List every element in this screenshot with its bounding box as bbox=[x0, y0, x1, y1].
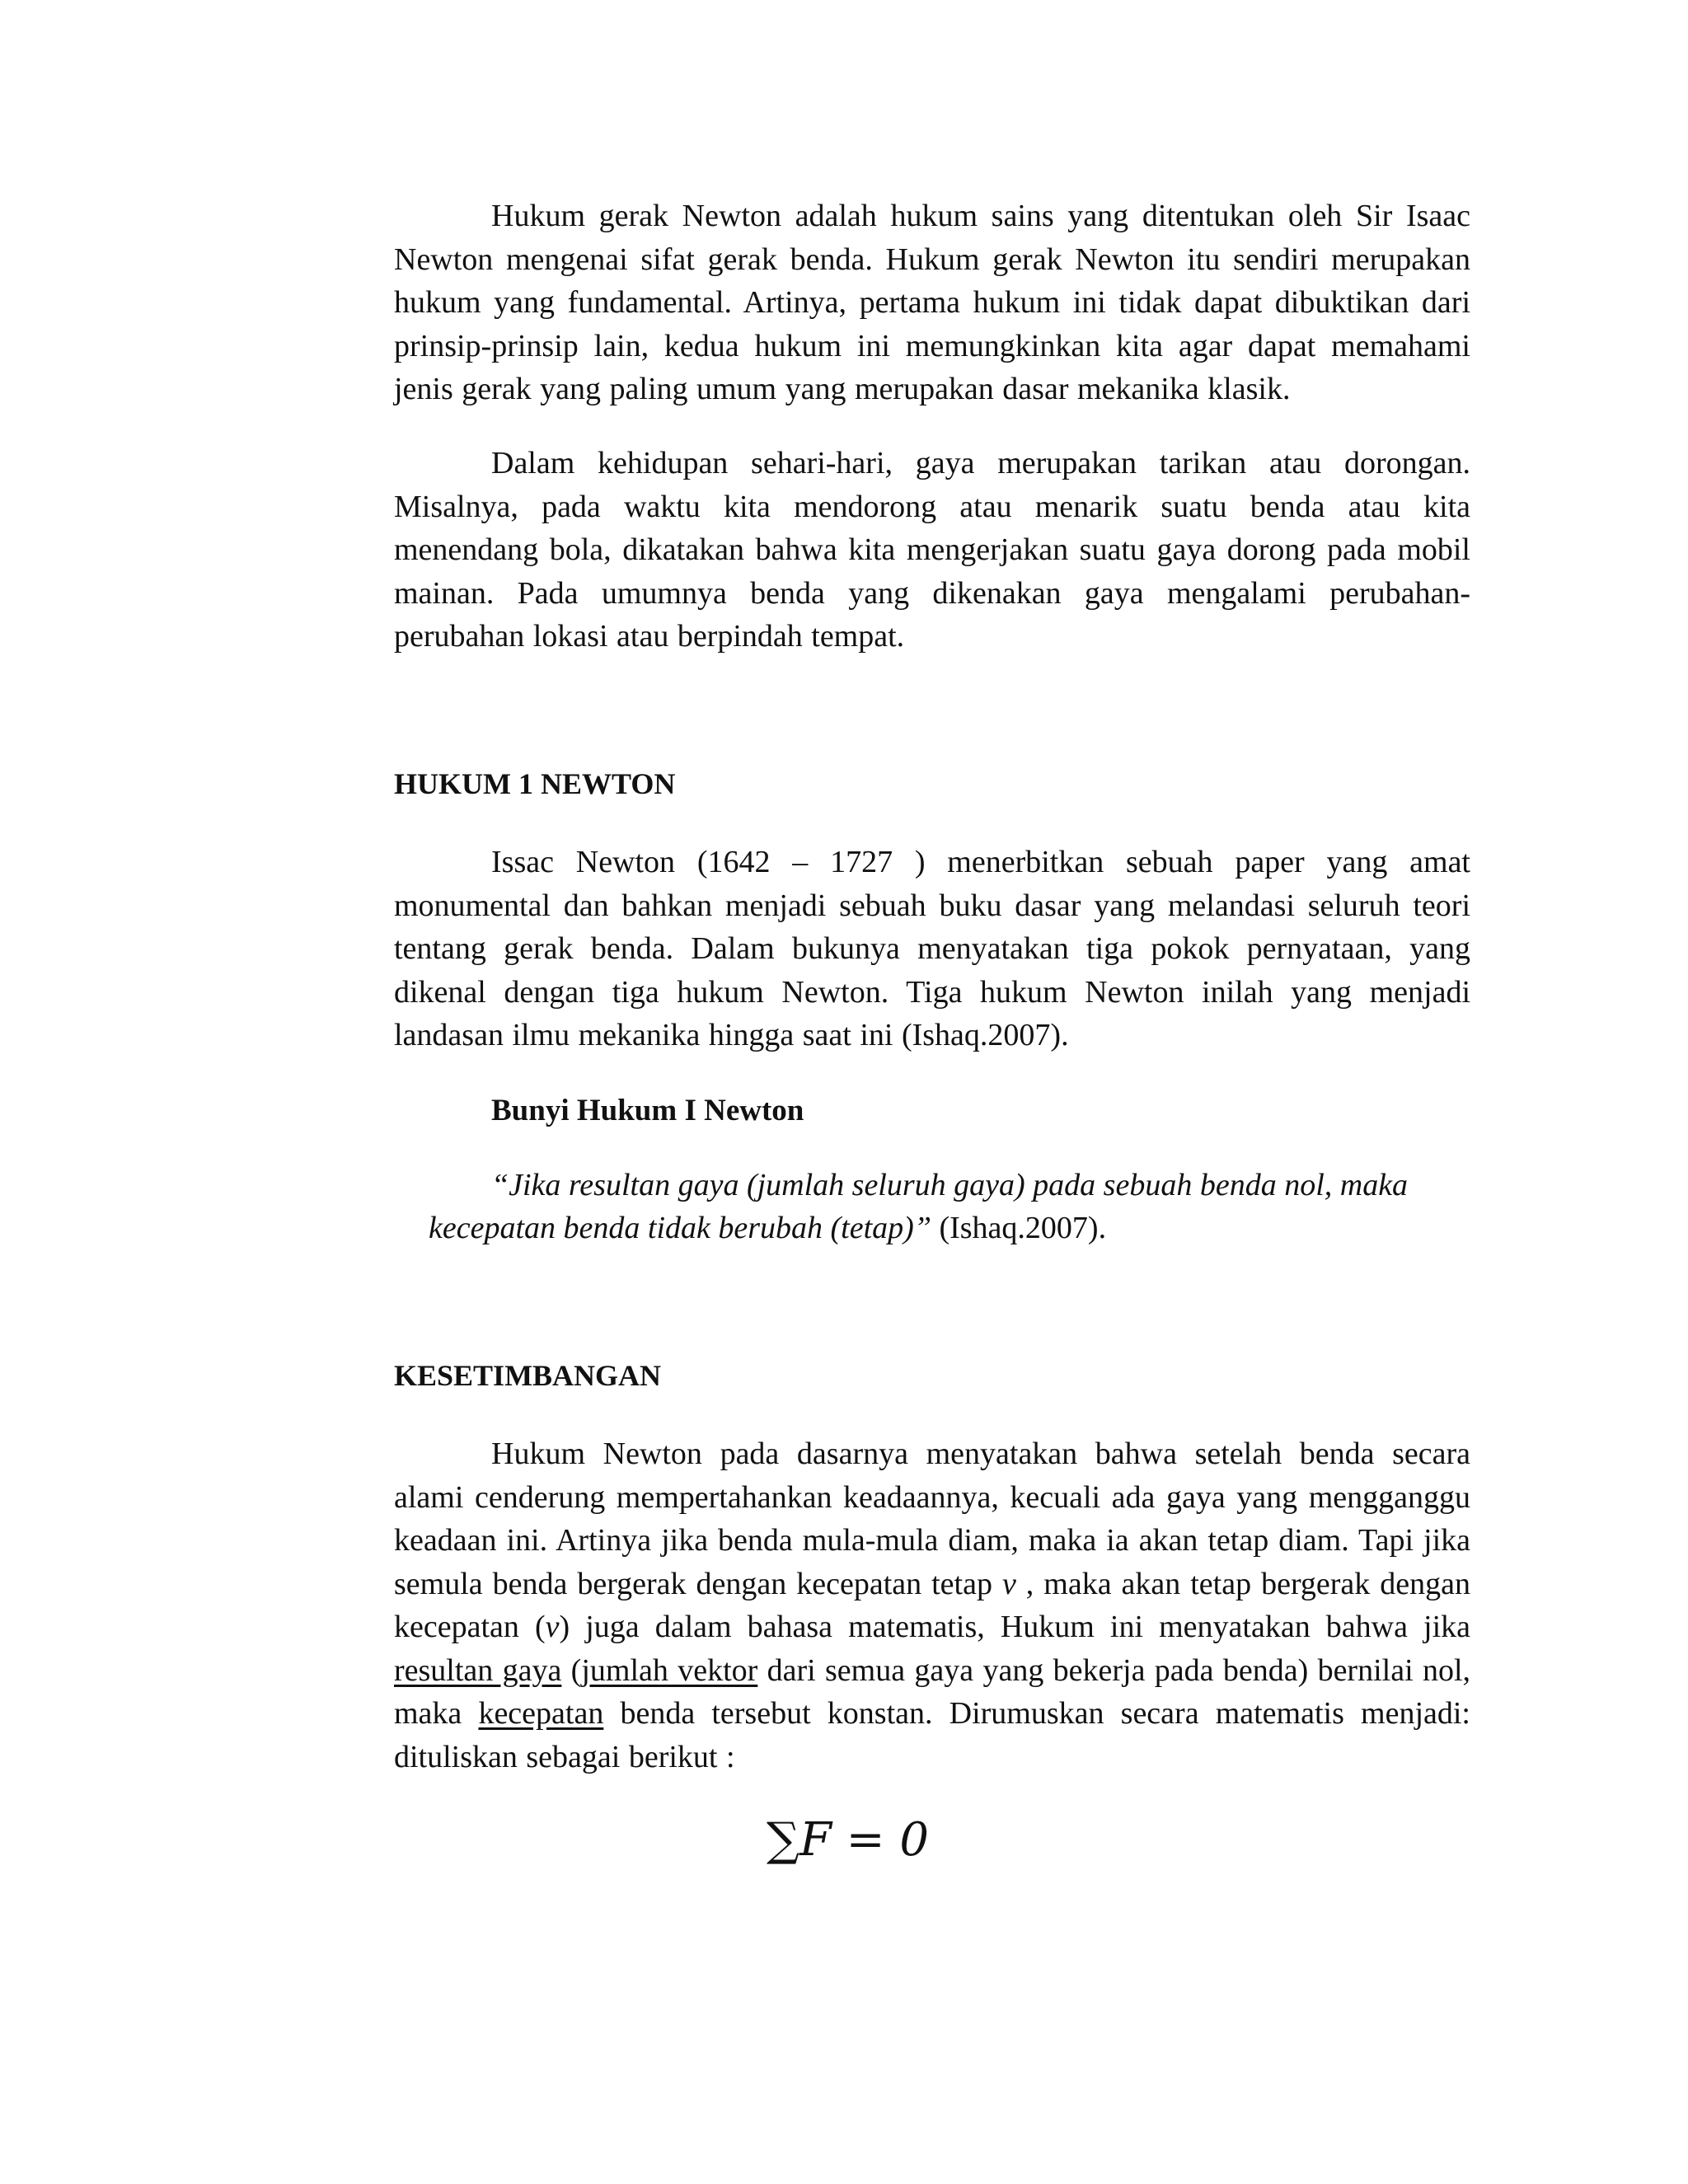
link-kecepatan[interactable]: kecepatan bbox=[478, 1696, 604, 1731]
variable-v: v bbox=[545, 1610, 560, 1644]
link-resultan-gaya[interactable]: resultan gaya bbox=[394, 1652, 562, 1688]
paragraph-text: Dalam kehidupan sehari-hari, gaya merupakan tarikan atau dorongan. Misalnya, pada waktu kita mendorong atau menarik suatu benda atau kita menendang bola, dikatakan bahwa kita mengerjakan suatu gaya dorong pada mobil mainan. Pada umumnya benda yang dikenakan gaya mengalami perubahan-perubahan lokasi atau berpindah tempat. bbox=[394, 446, 1470, 654]
paragraph-kesetimbangan bbox=[394, 1432, 1470, 1779]
text-segment: ( bbox=[561, 1652, 582, 1688]
subheading-bunyi-hukum: Bunyi Hukum I Newton bbox=[491, 1094, 804, 1127]
formula-sum-f-zero: ∑F = 0 bbox=[767, 1813, 929, 1867]
quote-line-2: kecepatan benda tidak berubah (tetap)” bbox=[429, 1211, 931, 1245]
text-segment: dari semua gaya yang bekerja pada benda) bernilai nol, maka bbox=[394, 1652, 1471, 1731]
quote-citation: (Ishaq.2007). bbox=[931, 1211, 1107, 1245]
link-jumlah-vektor[interactable]: jumlah vektor bbox=[581, 1652, 758, 1688]
variable-v: v bbox=[1001, 1566, 1016, 1601]
heading-kesetimbangan: KESETIMBANGAN bbox=[394, 1359, 662, 1392]
text-segment: benda tersebut konstan. Dirumuskan secara matematis menjadi: dituliskan sebagai berikut : bbox=[394, 1696, 1470, 1774]
paragraph-text bbox=[394, 1432, 1470, 1779]
paragraph-text: Hukum gerak Newton adalah hukum sains yang ditentukan oleh Sir Isaac Newton mengenai sifat gerak benda. Hukum gerak Newton itu sendiri merupakan hukum yang fundamental. Artinya, pertama hukum ini tidak dapat dibuktikan dari prinsip-prinsip lain, kedua hukum ini memungkinkan kita agar dapat memahami jenis gerak yang paling umum yang merupakan dasar mekanika klasik. bbox=[394, 199, 1470, 406]
heading-hukum-1-newton: HUKUM 1 NEWTON bbox=[394, 767, 676, 800]
quote-line-1: “Jika resultan gaya (jumlah seluruh gaya) pada sebuah benda nol, maka bbox=[491, 1168, 1409, 1202]
paragraph-gaya bbox=[394, 442, 1470, 658]
text-segment: Hukum Newton pada dasarnya menyatakan bahwa setelah benda secara alami cenderung mempertahankan keadaannya, kecuali ada gaya yang mengganggu keadaan ini. Artinya jika benda mula-mula diam, maka ia akan tetap diam. Tapi jika semula benda bergerak dengan kecepatan tetap bbox=[394, 1436, 1470, 1601]
paragraph-text: Issac Newton (1642 – 1727 ) menerbitkan sebuah paper yang amat monumental dan bahkan menjadi sebuah buku dasar yang melandasi seluruh teori tentang gerak benda. Dalam bukunya menyatakan tiga pokok pernyataan, yang dikenal dengan tiga hukum Newton. Tiga hukum Newton inilah yang menjadi landasan ilmu mekanika hingga saat ini (Ishaq.2007). bbox=[394, 845, 1470, 1052]
text-segment: , maka akan tetap bergerak dengan kecepatan ( bbox=[394, 1566, 1471, 1644]
paragraph-issac-newton bbox=[394, 841, 1470, 1057]
paragraph-newton-intro bbox=[394, 194, 1470, 411]
quote-hukum-1 bbox=[429, 1164, 1470, 1249]
text-segment: ) juga dalam bahasa matematis, Hukum ini menyatakan bahwa jika bbox=[559, 1610, 1470, 1644]
